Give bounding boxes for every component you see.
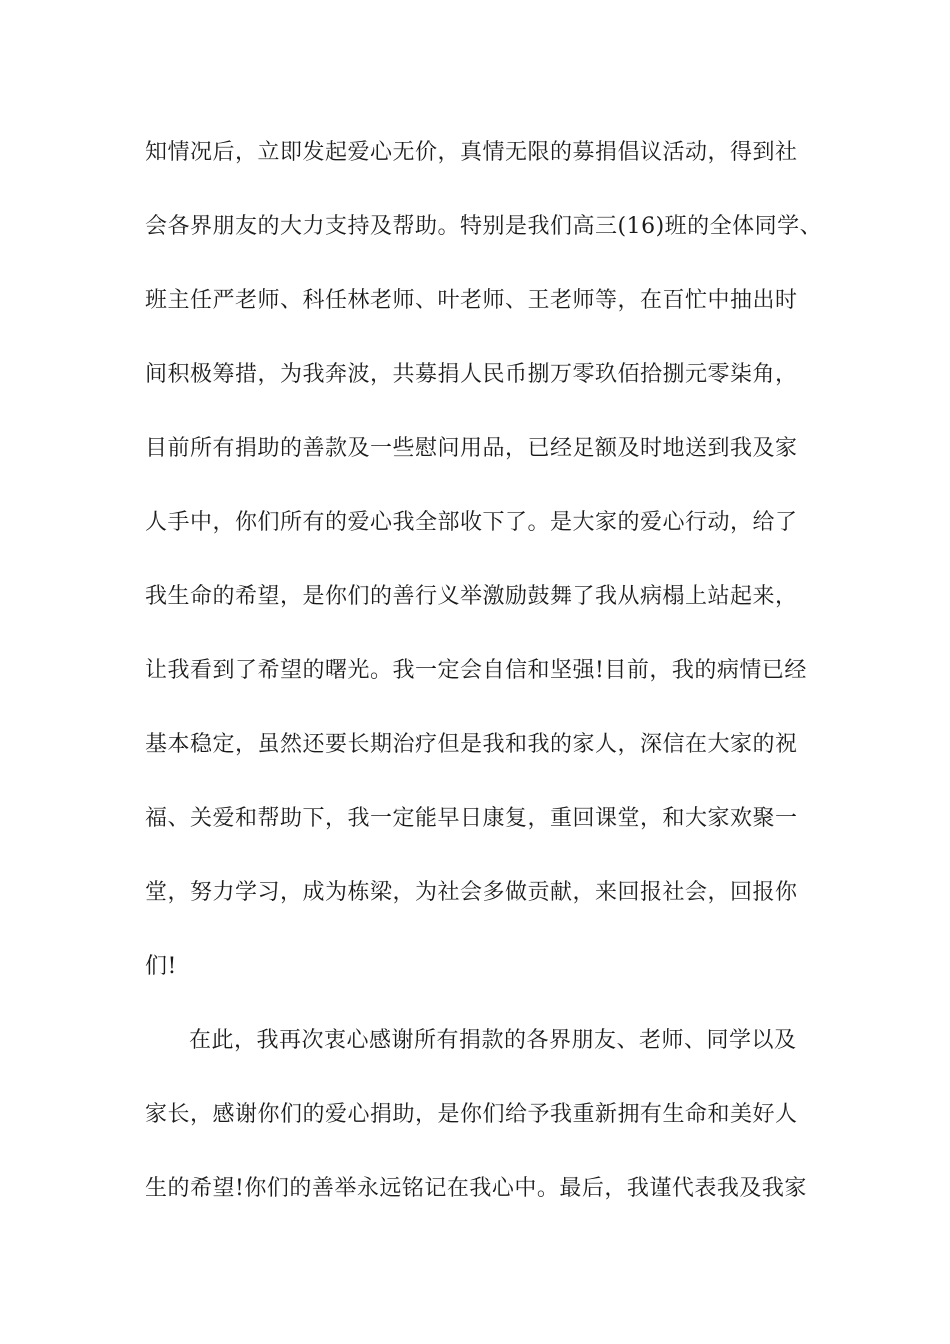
text-line-13: 在此，我再次衷心感谢所有捐款的各界朋友、老师、同学以及 xyxy=(189,1028,797,1053)
text-line-7: 我生命的希望，是你们的善行义举激励鼓舞了我从病榻上站起来， xyxy=(145,584,798,609)
text-line-11: 堂，努力学习，成为栋梁，为社会多做贡献，来回报社会，回报你 xyxy=(145,880,798,905)
text-line-4: 间积极筹措，为我奔波，共募捐人民币捌万零玖佰拾捌元零柒角， xyxy=(145,362,798,387)
text-line-9: 基本稳定，虽然还要长期治疗但是我和我的家人，深信在大家的祝 xyxy=(145,732,798,757)
text-line-10: 福、关爱和帮助下，我一定能早日康复，重回课堂，和大家欢聚一 xyxy=(145,806,798,831)
text-line-2: 会各界朋友的大力支持及帮助。特别是我们高三(16)班的全体同学、 xyxy=(145,214,823,239)
text-line-5: 目前所有捐助的善款及一些慰问用品，已经足额及时地送到我及家 xyxy=(145,436,798,461)
text-line-6: 人手中，你们所有的爱心我全部收下了。是大家的爱心行动，给了 xyxy=(145,510,798,535)
text-line-14: 家长，感谢你们的爱心捐助，是你们给予我重新拥有生命和美好人 xyxy=(145,1102,798,1127)
text-line-8: 让我看到了希望的曙光。我一定会自信和坚强!目前，我的病情已经 xyxy=(145,658,807,683)
text-line-15: 生的希望!你们的善举永远铭记在我心中。最后，我谨代表我及我家 xyxy=(145,1176,807,1201)
text-line-3: 班主任严老师、科任林老师、叶老师、王老师等，在百忙中抽出时 xyxy=(145,288,798,313)
text-line-12: 们! xyxy=(145,954,177,979)
text-line-1: 知情况后，立即发起爱心无价，真情无限的募捐倡议活动，得到社 xyxy=(145,140,798,165)
